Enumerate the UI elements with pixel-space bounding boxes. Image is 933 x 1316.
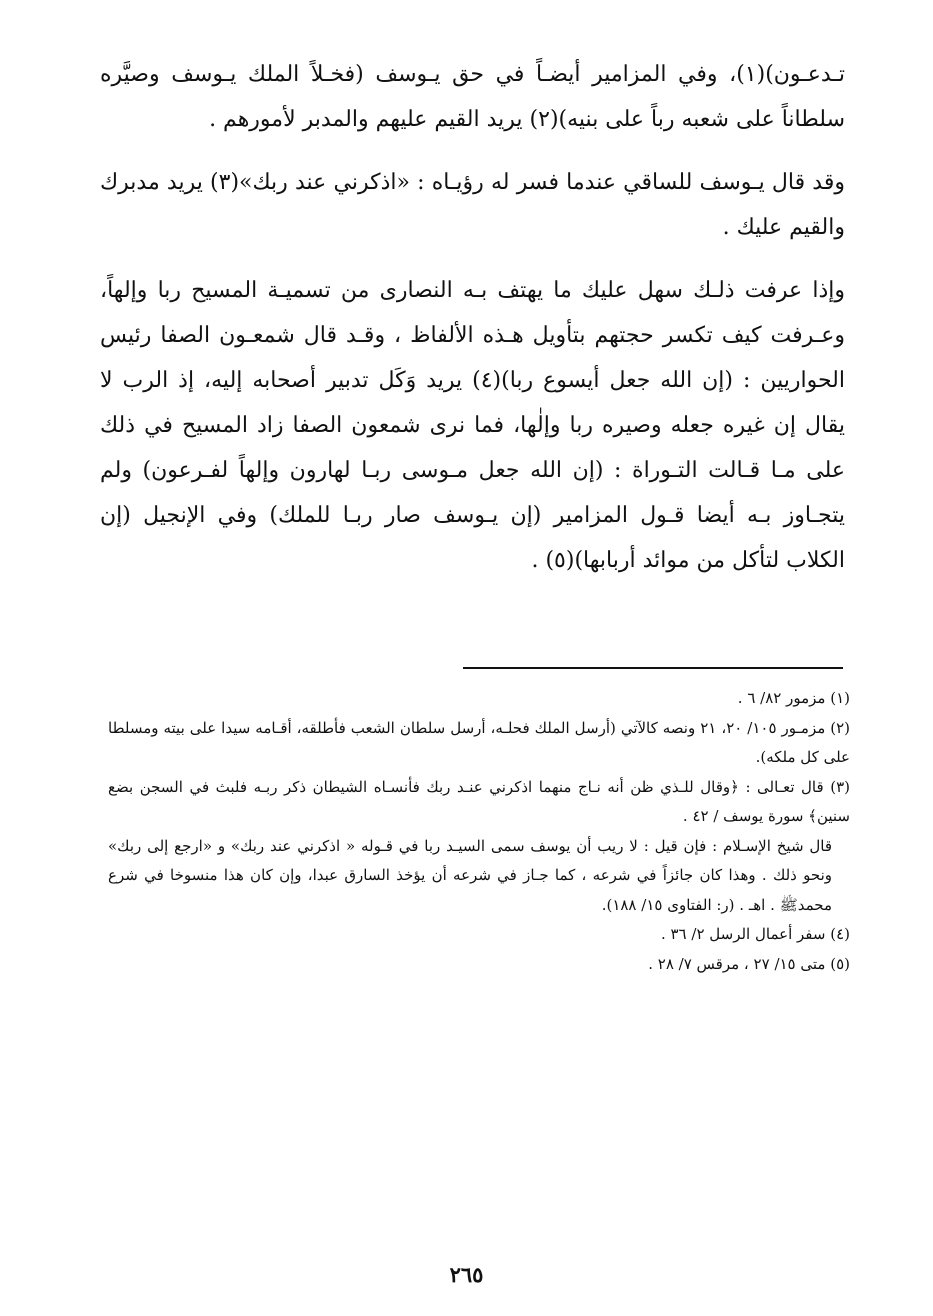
paragraph-2: وقد قال يـوسف للساقي عندما فسر له رؤيـاه : «اذكرني عند ربك»(٣) يريد مدبرك والقيم عليك . — [100, 170, 845, 240]
paragraph-1: تـدعـون)(١)، وفي المزامير أيضـاً في حق يـوسف (فخـلاً الملك يـوسف وصيَّره سلطاناً على شعبه رباً على بنيه)(٢) يريد القيم عليهم والمدبر لأمورهم . — [100, 62, 845, 132]
footnote-5: (٥) متى ١٥/ ٢٧ ، مرقس ٧/ ٢٨ . — [648, 954, 850, 973]
footnote-3: (٣) قال تعـالى : ﴿وقال للـذي ظن أنه نـاج منهما اذكرني عنـد ربك فأنسـاه الشيطان ذكر ربـه فلبث في السجن بضع سنين﴾ سورة يوسف / ٤٢ . — [108, 777, 850, 825]
footnote-3-continuation: قال شيخ الإسـلام : فإن قيل : لا ريب أن يوسف سمى السيـد ربا في قـوله « اذكرني عند ربك» و «ارجع إلى ربك» ونحو ذلك . وهذا كان جائزاً في شرعه ، كما جـاز في شرعه أن يؤخذ السارق عبدا، وإن كان هذا منسوخا في شرع محمدﷺ . اهـ . (ر: الفتاوى ١٥/ ١٨٨). — [108, 836, 832, 914]
paragraph-3: وإذا عرفت ذلـك سهل عليك ما يهتف بـه النصارى من تسميـة المسيح ربا وإلهاً، وعـرفت كيف تكسر حجتهم بتأويل هـذه الألفاظ ، وقـد قال شمعـون الصفا رئيس الحواريين : (إن الله جعل أيسوع ربا)(٤) يريد وَكَل تدبير أصحابه إليه، إذ الرب لا يقال إن غيره جعله وصيره ربا وإلٰها، فما نرى شمعون الصفا زاد المسيح في ذلك على مـا قـالت التـوراة : (إن الله جعل مـوسى ربـا لهارون وإلهاً لفـرعون) ولم يتجـاوز بـه أيضا قـول المزامير (إن يـوسف صار ربـا للملك) وفي الإنجيل (إن الكلاب لتأكل من موائد أربابها)(٥) . — [100, 278, 845, 573]
main-text — [100, 52, 845, 583]
footnote-1: (١) مزمور ٨٢/ ٦ . — [737, 689, 850, 707]
page-number: ٢٦٥ — [449, 1262, 484, 1287]
footnotes — [108, 684, 850, 979]
footnote-4: (٤) سفر أعمال الرسل ٢/ ٣٦ . — [660, 925, 850, 943]
footnote-2: (٢) مزمـور ١٠٥/ ٢٠، ٢١ ونصه كالآتي (أرسل الملك فحلـه، أرسل سلطان الشعب فأطلقه، أقـامه سيدا على بيته ومسلطا على كل ملكه). — [108, 718, 851, 766]
footnote-divider — [463, 667, 843, 669]
